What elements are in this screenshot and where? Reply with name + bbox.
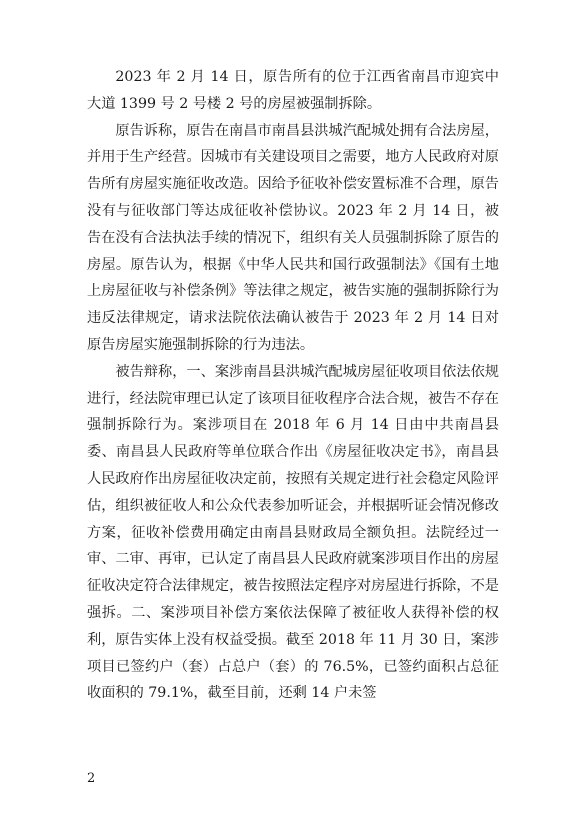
page-number: 2 <box>87 771 96 786</box>
paragraph-defendant-defense: 被告辩称，一、案涉南昌县洪城汽配城房屋征收项目依法依规进行，经法院审理已认定了该项目征收程序合法合规，被告不存在强制拆除行为。案涉项目在 2018 年 6 月 14 日由中共南昌县委、南昌县人民政府等单位联合作出《房屋征收决定书》，南昌县人民政府作出房屋征收决定前，按照有关规定进行社会稳定风险评估，组织被征收人和公众代表参加听证会，并根据听证会情况修改方案，征收补偿费用确定由南昌县财政局全额负担。法院经过一审、二审、再审，已认定了南昌县人民政府就案涉项目作出的房屋征收决定符合法律规定，被告按照法定程序对房屋进行拆除，不是强拆。二、案涉项目补偿方案依法保障了被征收人获得补偿的权利，原告实体上没有权益受损。截至 2018 年 11 月 30 日，案涉项目已签约户（套）占总户（套）的 76.5%，已签约面积占总征收面积的 79.1%，截至目前，还剩 14 户未签 <box>87 363 499 702</box>
document-body <box>87 64 499 707</box>
paragraph-plaintiff-claim: 原告诉称，原告在南昌市南昌县洪城汽配城处拥有合法房屋，并用于生产经营。因城市有关建设项目之需要，地方人民政府对原告所有房屋实施征收改造。因给予征收补偿安置标准不合理，原告没有与征收部门等达成征收补偿协议。2023 年 2 月 14 日，被告在没有合法执法手续的情况下，组织有关人员强制拆除了原告的房屋。原告认为，根据《中华人民共和国行政强制法》《国有土地上房屋征收与补偿条例》等法律之规定，被告实施的强制拆除行为违反法律规定，请求法院依法确认被告于 2023 年 2 月 14 日对原告房屋实施强制拆除的行为违法。 <box>87 122 499 353</box>
paragraph-demolition-date: 2023 年 2 月 14 日，原告所有的位于江西省南昌市迎宾中大道 1399 号 2 号楼 2 号的房屋被强制拆除。 <box>87 69 499 112</box>
